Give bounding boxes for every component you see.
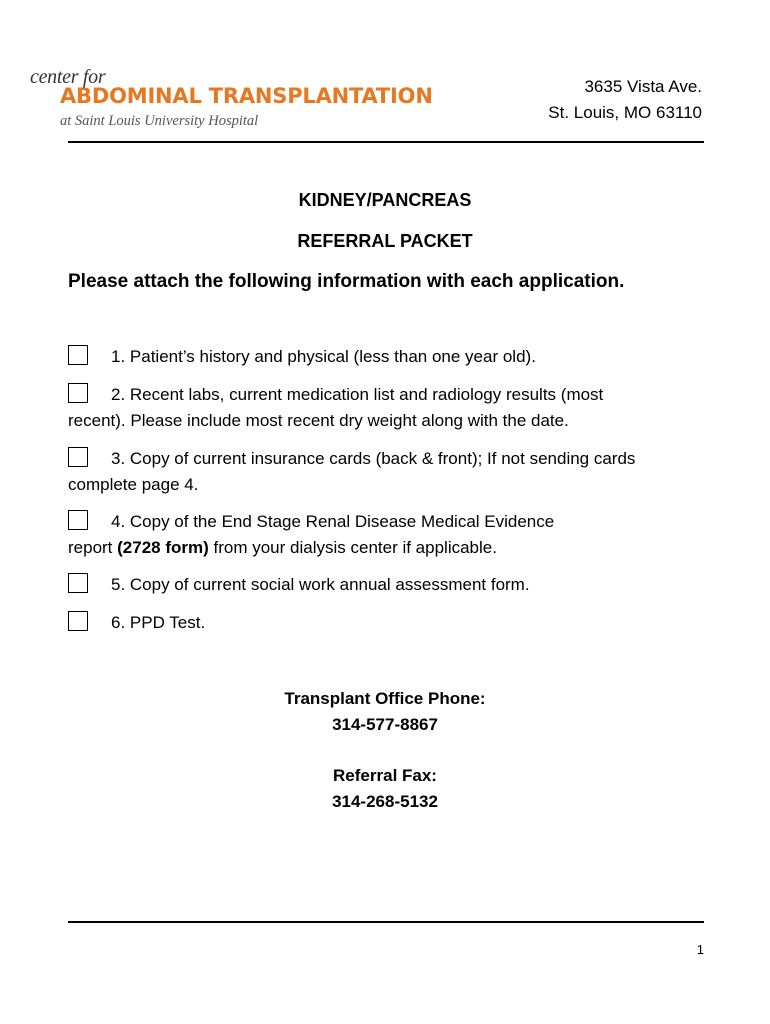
checklist-item-text-cont: complete page 4.: [68, 475, 199, 494]
phone-number: 314-577-8867: [332, 715, 438, 734]
document-subtitle: REFERRAL PACKET: [297, 231, 473, 251]
checklist-item-text: 5. Copy of current social work annual assessment form.: [111, 575, 530, 594]
fax-block: [0, 763, 770, 815]
report-suffix: from your dialysis center if applicable.: [208, 538, 497, 557]
checkbox[interactable]: [68, 611, 88, 631]
checklist-item-text: 4. Copy of the End Stage Renal Disease Medical Evidence: [111, 512, 555, 531]
checklist-item-text: 6. PPD Test.: [111, 613, 206, 632]
address-city: St. Louis, MO 63110: [548, 103, 702, 122]
logo: [30, 66, 433, 136]
checkbox[interactable]: [68, 510, 88, 530]
checklist-item-text: 3. Copy of current insurance cards (back & front); If not sending cards: [111, 449, 636, 468]
logo-center-for: center for: [30, 66, 106, 88]
checklist-item-3: [68, 446, 708, 498]
checklist-item-text: 2. Recent labs, current medication list and radiology results (most: [111, 385, 604, 404]
footer-divider: [68, 921, 704, 923]
document-title: KIDNEY/PANCREAS: [298, 190, 472, 210]
logo-subtitle: at Saint Louis University Hospital: [60, 113, 259, 129]
address: [548, 74, 702, 126]
fax-number: 314-268-5132: [332, 792, 438, 811]
page-number: 1: [696, 942, 704, 957]
instruction-text: Please attach the following information with each application.: [68, 271, 625, 292]
checklist-item-2: [68, 382, 708, 434]
checklist-item-text-cont: recent). Please include most recent dry weight along with the date.: [68, 411, 569, 430]
checkbox[interactable]: [68, 383, 88, 403]
phone-label: Transplant Office Phone:: [284, 689, 486, 708]
checkbox[interactable]: [68, 345, 88, 365]
checkbox[interactable]: [68, 447, 88, 467]
form-number: (2728 form): [117, 538, 209, 557]
phone-block: [0, 686, 770, 738]
checklist-item-1: [68, 344, 708, 370]
checklist-item-4: [68, 509, 708, 561]
checklist-item-text: 1. Patient’s history and physical (less than one year old).: [111, 347, 536, 366]
checklist-item-text-cont: [68, 535, 708, 561]
header-divider: [68, 141, 704, 143]
fax-label: Referral Fax:: [333, 766, 437, 785]
address-street: 3635 Vista Ave.: [584, 77, 702, 96]
logo-main-text: ABDOMINAL TRANSPLANTATION: [60, 84, 433, 108]
report-prefix: report: [68, 538, 118, 557]
checkbox[interactable]: [68, 573, 88, 593]
checklist-item-6: [68, 610, 708, 636]
checklist-item-5: [68, 572, 708, 598]
